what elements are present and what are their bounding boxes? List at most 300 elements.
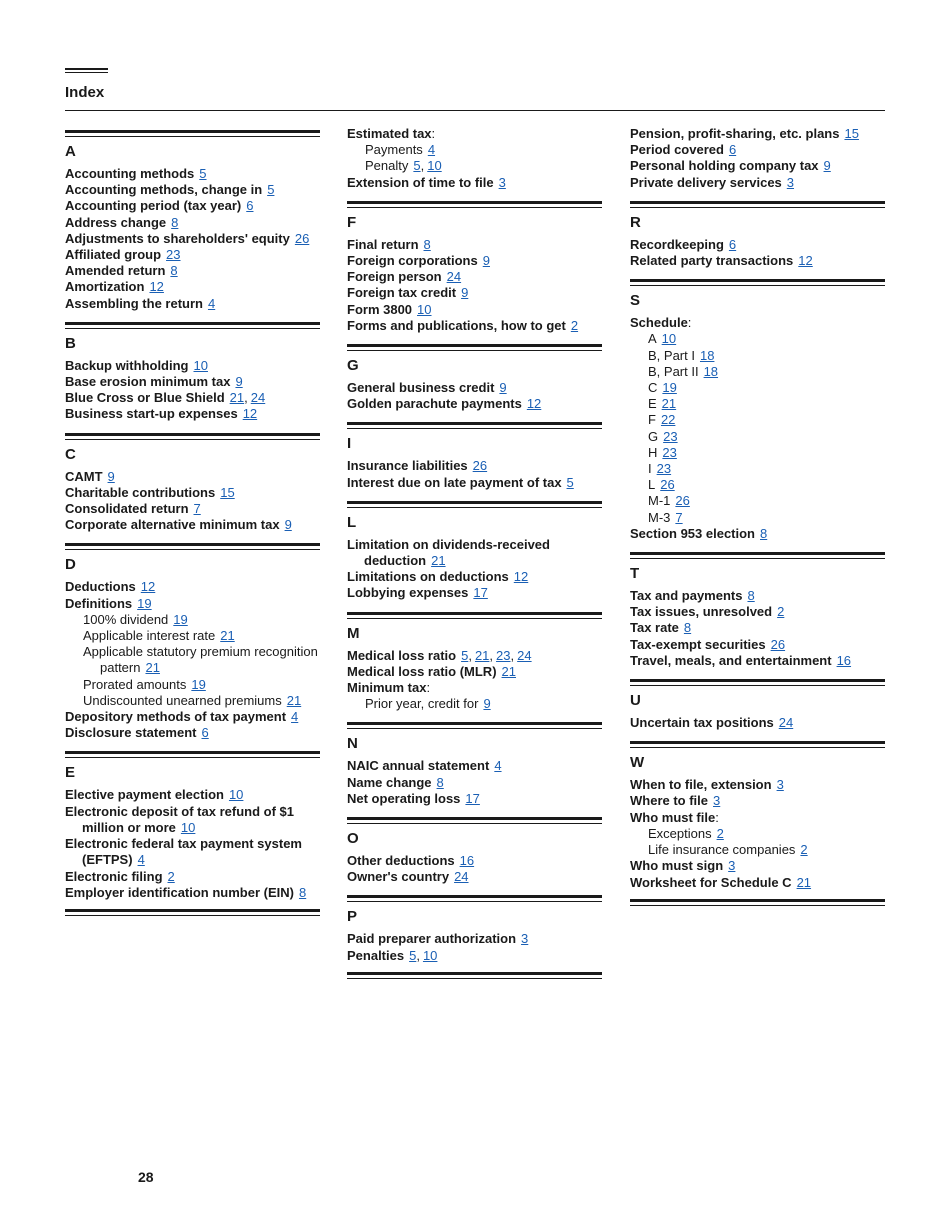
entry-term: Penalties [347, 947, 405, 963]
page-link[interactable]: 16 [459, 853, 475, 869]
page-link[interactable]: 3 [713, 793, 721, 809]
page-link[interactable]: 12 [798, 253, 813, 269]
entry-term: Address change [65, 214, 167, 230]
entry-term: Where to file [630, 793, 709, 809]
entry-term: Pension, profit-sharing, etc. plans [630, 126, 840, 141]
page-link[interactable]: 10 [661, 331, 677, 347]
page-link[interactable]: 24 [446, 269, 462, 285]
entry-term: Insurance liabilities [347, 458, 468, 474]
section-letter: W [630, 754, 645, 772]
index-entry [347, 285, 602, 301]
section-letter: O [347, 830, 359, 848]
section-letter: U [630, 692, 641, 710]
section-letter: E [65, 764, 76, 782]
entry-term: Electronic federal tax payment system (EFTPS) [65, 836, 302, 868]
entry-term: Medical loss ratio (MLR) [347, 663, 497, 679]
page-link[interactable]: 23 [166, 247, 181, 263]
entry-term: Elective payment election [65, 787, 224, 803]
entry-term: Minimum tax [347, 680, 427, 696]
section-letter: F [347, 213, 357, 231]
entry-term: Section 953 election [630, 525, 755, 541]
page-separator: , [468, 647, 472, 663]
page-link[interactable]: 3 [521, 931, 529, 947]
column-end-divider [630, 899, 885, 906]
section-divider [347, 501, 602, 508]
index-section-b [65, 322, 320, 430]
page-link[interactable]: 19 [137, 595, 152, 611]
index-entry [630, 875, 885, 891]
index-subentry [65, 693, 320, 709]
page-link[interactable]: 8 [747, 588, 755, 604]
index-entry [65, 501, 320, 517]
index-section-f [347, 201, 602, 341]
entry-term: Business start-up expenses [65, 406, 238, 422]
section-letter: A [65, 143, 76, 160]
index-section-n [347, 722, 602, 814]
section-divider [347, 817, 602, 824]
entry-colon: : [687, 315, 692, 331]
entry-term: Golden parachute payments [347, 396, 522, 412]
index-entry [65, 182, 320, 198]
section-divider [630, 679, 885, 686]
page-link[interactable]: 4 [291, 709, 299, 725]
entry-term: Who must file [630, 809, 716, 825]
index-entry [65, 804, 320, 836]
section-divider [347, 612, 602, 619]
index-subentry [630, 412, 885, 428]
index-entry [630, 858, 885, 874]
page-link[interactable]: 12 [513, 569, 529, 585]
entry-term: Payments [365, 142, 423, 158]
index-subentry [630, 842, 885, 858]
index-subentry [65, 677, 320, 693]
entry-term: Tax-exempt securities [630, 636, 766, 652]
page-link[interactable]: 9 [482, 253, 490, 269]
title-divider [65, 110, 885, 111]
page-link[interactable]: 21 [286, 692, 302, 708]
index-section-p [347, 895, 602, 978]
section-divider [347, 722, 602, 729]
index-entry [347, 380, 602, 396]
index-entry [65, 869, 320, 885]
index-entry [65, 709, 320, 725]
entry-term: Uncertain tax positions [630, 715, 774, 731]
entry-term: Travel, meals, and entertainment [630, 652, 832, 668]
entry-colon: : [715, 809, 719, 825]
index-section-t [630, 552, 885, 676]
page-link[interactable]: 2 [167, 868, 175, 884]
index-entry [65, 596, 320, 612]
entry-term: Corporate alternative minimum tax [65, 517, 280, 533]
index-entry [347, 869, 602, 885]
entry-term: Limitations on deductions [347, 569, 509, 585]
page-link[interactable]: 5 [267, 182, 275, 198]
page-link[interactable]: 8 [760, 525, 768, 541]
index-subentry [630, 461, 885, 477]
entry-term: Net operating loss [347, 790, 461, 806]
page-link[interactable]: 5 [413, 158, 421, 174]
page-link[interactable]: 19 [662, 380, 677, 396]
page-link[interactable]: 9 [499, 380, 507, 396]
entry-term: Personal holding company tax [630, 158, 819, 174]
index-entry [347, 269, 602, 285]
page-link[interactable]: 5 [409, 947, 417, 963]
page-link[interactable]: 6 [728, 236, 737, 252]
index-section-e [65, 751, 320, 915]
entry-term: M-1 [648, 493, 671, 509]
page-link[interactable]: 9 [284, 517, 292, 533]
index-section-o [347, 817, 602, 892]
index-entry [347, 853, 602, 869]
index-entry [630, 315, 885, 331]
page-link[interactable]: 3 [776, 777, 784, 793]
index-entry [65, 263, 320, 279]
section-divider [65, 322, 320, 329]
entry-term: Accounting period (tax year) [65, 198, 242, 214]
page-title: Index [65, 84, 105, 101]
entry-term: Owner's country [347, 869, 450, 885]
index-entry [347, 948, 602, 964]
page-link[interactable]: 21 [474, 647, 490, 663]
section-divider [630, 201, 885, 208]
entry-term: Name change [347, 774, 432, 790]
page-link[interactable]: 3 [498, 174, 506, 190]
entry-term: Foreign person [347, 269, 442, 285]
page-link[interactable]: 21 [796, 874, 812, 890]
page-link[interactable]: 16 [836, 652, 852, 668]
page-link[interactable]: 10 [422, 947, 438, 963]
index-entry [65, 469, 320, 485]
entry-term: Other deductions [347, 853, 455, 869]
entry-term: Related party transactions [630, 253, 794, 269]
index-entry [65, 579, 320, 595]
entry-term: Amortization [65, 279, 145, 295]
page-link[interactable]: 12 [149, 279, 164, 295]
page-link[interactable]: 23 [496, 647, 511, 663]
entry-term: General business credit [347, 380, 495, 396]
index-entry [630, 253, 885, 269]
page-link[interactable]: 10 [180, 819, 196, 835]
entry-term: E [648, 396, 657, 412]
page-link[interactable]: 21 [145, 660, 160, 676]
page-link[interactable]: 23 [656, 461, 672, 477]
page-link[interactable]: 4 [137, 852, 145, 868]
column-end-divider [65, 909, 320, 916]
index-subentry [630, 493, 885, 509]
page-link[interactable]: 6 [728, 142, 737, 158]
entry-term: Estimated tax [347, 126, 432, 141]
entry-term: Interest due on late payment of tax [347, 474, 562, 490]
entry-term: Who must sign [630, 858, 724, 874]
index-subentry [630, 826, 885, 842]
index-entry [347, 680, 602, 696]
section-letter: D [65, 556, 76, 574]
entry-colon: : [426, 680, 431, 696]
index-entry [630, 526, 885, 542]
index-entry [65, 390, 320, 406]
index-entry [630, 126, 885, 142]
page-link[interactable]: 8 [298, 884, 307, 900]
page-link[interactable]: 15 [220, 484, 235, 500]
index-entry [347, 585, 602, 601]
page-link[interactable]: 3 [728, 858, 736, 874]
entry-term: Tax rate [630, 620, 679, 636]
page-link[interactable]: 2 [777, 604, 785, 620]
index-entry [630, 810, 885, 826]
entry-term: G [648, 428, 659, 444]
index-entry [630, 620, 885, 636]
entry-term: Prorated amounts [83, 676, 187, 692]
page-link[interactable]: 2 [570, 317, 579, 333]
entry-term: Disclosure statement [65, 725, 197, 741]
section-letter: M [347, 624, 360, 642]
page-link[interactable]: 22 [660, 412, 676, 428]
page-link[interactable]: 17 [473, 585, 488, 601]
index-subentry [630, 380, 885, 396]
entry-term: Accounting methods, change in [65, 182, 263, 198]
entry-term: Forms and publications, how to get [347, 317, 566, 333]
entry-term: Recordkeeping [630, 236, 724, 252]
page-link[interactable]: 9 [235, 374, 243, 390]
index-entry [347, 318, 602, 334]
page-link[interactable]: 12 [242, 406, 258, 422]
index-entry [347, 302, 602, 318]
section-divider [65, 751, 320, 758]
page-link[interactable]: 10 [193, 357, 208, 373]
index-entry [65, 296, 320, 312]
index-entry [630, 653, 885, 669]
entry-term: Charitable contributions [65, 484, 216, 500]
page-link[interactable]: 21 [501, 663, 516, 679]
index-entry [630, 237, 885, 253]
page-number: 28 [138, 1169, 154, 1185]
page-link[interactable]: 7 [675, 509, 683, 525]
entry-term: Penalty [365, 158, 409, 174]
index-section-m [347, 612, 602, 720]
page-link[interactable]: 26 [770, 636, 786, 652]
page-link[interactable]: 18 [703, 363, 719, 379]
page-link[interactable]: 10 [417, 301, 432, 317]
index-subentry [630, 445, 885, 461]
entry-term: Applicable statutory premium recognition pattern [83, 644, 318, 676]
index-section-u [630, 679, 885, 738]
page-link[interactable]: 15 [844, 126, 859, 141]
index-entry [630, 793, 885, 809]
entry-term: Worksheet for Schedule C [630, 874, 792, 890]
index-subentry [65, 644, 320, 676]
index-entry [65, 358, 320, 374]
entry-term: Electronic deposit of tax refund of $1 million or more [65, 803, 294, 835]
index-entry [630, 158, 885, 174]
page-link[interactable]: 3 [786, 174, 795, 190]
page-link[interactable]: 8 [423, 236, 431, 252]
index-entry [347, 569, 602, 585]
page-link[interactable]: 21 [220, 628, 235, 644]
index-entry [630, 777, 885, 793]
entry-term: Tax and payments [630, 588, 743, 604]
page-separator: , [420, 158, 425, 174]
index-column-3 [630, 126, 885, 906]
page-link[interactable]: 24 [778, 715, 794, 731]
section-letter: G [347, 357, 359, 375]
page-link[interactable]: 18 [699, 347, 715, 363]
page-link[interactable]: 17 [465, 790, 480, 806]
page-link[interactable]: 26 [675, 493, 690, 509]
index-entry [347, 648, 602, 664]
entry-term: Base erosion minimum tax [65, 374, 231, 390]
section-letter: R [630, 213, 641, 231]
page-link[interactable]: 26 [294, 230, 310, 246]
page-link[interactable]: 19 [191, 676, 206, 692]
index-entry [347, 396, 602, 412]
entry-term: Exceptions [648, 825, 712, 841]
entry-term: Life insurance companies [648, 842, 796, 858]
page-link[interactable]: 19 [173, 611, 188, 627]
page-link[interactable]: 8 [436, 774, 444, 790]
page-link[interactable]: 2 [716, 825, 724, 841]
page-link[interactable]: 12 [526, 396, 542, 412]
entry-term: Assembling the return [65, 295, 203, 311]
entry-term: Foreign corporations [347, 253, 478, 269]
index-entry [65, 279, 320, 295]
entry-term: Deductions [65, 579, 136, 595]
entry-term: Accounting methods [65, 166, 195, 181]
page-link[interactable]: 5 [566, 474, 574, 490]
index-entry [347, 537, 602, 569]
section-letter: B [65, 334, 76, 352]
section-divider [630, 552, 885, 559]
page-link[interactable]: 26 [660, 477, 675, 493]
entry-term: Definitions [65, 595, 133, 611]
index-entry [347, 758, 602, 774]
index-section-w [630, 741, 885, 905]
entry-term: Schedule [630, 315, 688, 331]
page-link[interactable]: 9 [107, 468, 115, 484]
page-link[interactable]: 24 [250, 390, 266, 406]
index-entry [65, 517, 320, 533]
page-link[interactable]: 9 [461, 285, 469, 301]
section-divider [347, 422, 602, 429]
page-link[interactable]: 4 [207, 295, 216, 311]
page-link[interactable]: 8 [171, 214, 179, 230]
entry-term: Period covered [630, 142, 724, 158]
page-link[interactable]: 5 [199, 166, 207, 181]
entry-term: Backup withholding [65, 357, 189, 373]
page-link[interactable]: 10 [427, 158, 442, 174]
page-link[interactable]: 6 [201, 725, 209, 741]
page-link[interactable]: 7 [193, 501, 201, 517]
index-entry [630, 715, 885, 731]
entry-term: Affiliated group [65, 247, 162, 263]
index-entry [630, 175, 885, 191]
page-separator: , [489, 647, 494, 663]
page-link[interactable]: 21 [431, 553, 446, 569]
page-link[interactable]: 21 [229, 390, 245, 406]
index-entry [65, 231, 320, 247]
section-letter: N [347, 735, 358, 753]
index-subentry [630, 364, 885, 380]
index-section-i [347, 422, 602, 497]
section-divider [65, 130, 320, 137]
entry-term: Form 3800 [347, 301, 413, 317]
entry-term: Limitation on dividends-received deduction [347, 536, 550, 569]
index-entry [630, 604, 885, 620]
entry-term: Employer identification number (EIN) [65, 884, 294, 900]
index-section-d [65, 543, 320, 748]
page-link[interactable]: 10 [228, 787, 244, 803]
index-subentry [630, 331, 885, 347]
page-separator: , [244, 390, 248, 406]
index-entry [347, 126, 602, 142]
section-divider [630, 741, 885, 748]
index-section-continued [347, 126, 602, 198]
entry-term: M-3 [648, 509, 671, 525]
index-subentry [630, 396, 885, 412]
page-link[interactable]: 5 [461, 647, 469, 663]
index-subentry [347, 142, 602, 158]
page-link[interactable]: 23 [663, 428, 678, 444]
index-entry [347, 791, 602, 807]
entry-term: Extension of time to file [347, 174, 494, 190]
page-link[interactable]: 8 [170, 263, 178, 279]
page-link[interactable]: 9 [823, 158, 831, 174]
page-link[interactable]: 24 [454, 869, 469, 885]
index-subentry [347, 696, 602, 712]
index-subentry [630, 429, 885, 445]
index-entry [65, 485, 320, 501]
index-entry [347, 775, 602, 791]
section-divider [347, 201, 602, 208]
section-divider [347, 895, 602, 902]
page-link[interactable]: 23 [662, 444, 677, 460]
page-link[interactable]: 21 [661, 396, 677, 412]
section-divider [65, 433, 320, 440]
entry-colon: : [431, 126, 436, 141]
entry-term: Electronic filing [65, 868, 163, 884]
page-link[interactable]: 12 [140, 579, 156, 595]
page-link[interactable]: 8 [683, 620, 692, 636]
page-separator: , [416, 947, 420, 963]
index-subentry [65, 612, 320, 628]
section-letter: T [630, 565, 640, 583]
entry-term: C [648, 380, 658, 396]
index-section-c [65, 433, 320, 541]
page-link[interactable]: 4 [494, 758, 502, 774]
page-link[interactable]: 24 [517, 647, 532, 663]
page-link[interactable]: 2 [800, 842, 808, 858]
page-link[interactable]: 26 [472, 458, 488, 474]
index-subentry [630, 348, 885, 364]
entry-term: Blue Cross or Blue Shield [65, 390, 225, 406]
entry-term: Consolidated return [65, 501, 189, 517]
index-entry [630, 142, 885, 158]
page-link[interactable]: 6 [246, 198, 254, 214]
index-subentry [347, 158, 602, 174]
index-entry [347, 931, 602, 947]
page-link[interactable]: 9 [483, 696, 491, 712]
index-subentry [630, 510, 885, 526]
section-letter: L [347, 513, 357, 531]
index-entry [347, 475, 602, 491]
section-divider [347, 344, 602, 351]
index-entry [65, 725, 320, 741]
page-link[interactable]: 4 [427, 142, 436, 158]
entry-term: Lobbying expenses [347, 585, 469, 601]
index-entry [65, 406, 320, 422]
index-subentry [630, 477, 885, 493]
index-entry [65, 215, 320, 231]
index-entry [630, 588, 885, 604]
